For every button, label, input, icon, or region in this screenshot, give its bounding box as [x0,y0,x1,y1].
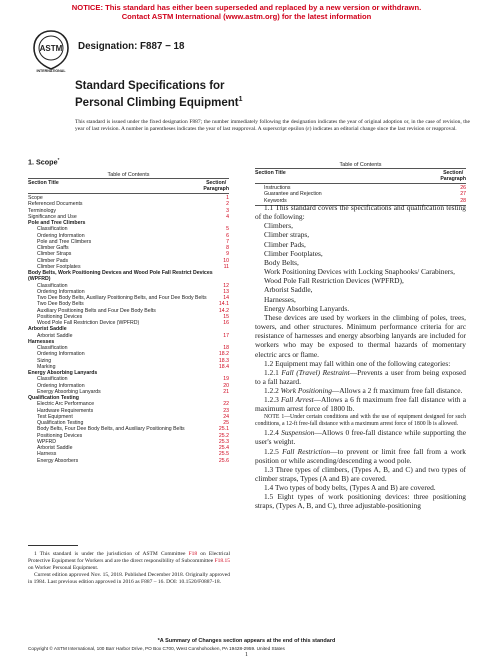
toc-entry-title: Ordering Information [37,382,85,389]
toc-entry-section-link[interactable]: 11 [223,263,229,270]
toc-entry-section-link[interactable]: 24 [223,413,229,420]
toc-entry-title: Terminology [28,207,56,214]
toc-entry-title: Significance and Use [28,213,77,220]
toc-entry-title: Scope [28,195,43,201]
toc-entry-section-link[interactable]: 25.6 [218,457,229,464]
footnote-1: 1 This standard is under the jurisdiction of ASTM Committee F18 on Electrical Protective Equipment for Workers and are the direct responsibility of Subcommittee F18.15 on Worker Personal Equipment. [28,551,230,571]
toc-header [28,178,229,194]
title-line-1: Standard Specifications for [75,80,225,92]
toc-entry-title: Sizing [37,357,52,364]
toc-entry-section-link[interactable]: 18.2 [218,351,229,358]
copyright-line: Copyright © ASTM International, 100 Barr Harbor Drive, PO Box C700, West Conshohocken, PA 19428-2959. United States [28,646,285,651]
supersession-notice [0,3,493,21]
toc-entry-title: Harnesses [28,338,55,345]
toc-entry-section-link[interactable]: 6 [226,232,229,239]
toc-entry-title: Ordering Information [37,351,85,358]
toc-entry-section-link[interactable]: 18.4 [218,363,229,370]
toc-entry-title: Qualification Testing [37,420,84,426]
toc-entry-title: Ordering Information [37,288,85,295]
subcommittee-link[interactable]: F18.15 [214,558,230,564]
notice-line-2: Contact ASTM International (www.astm.org) for the latest information [121,12,372,21]
toc-entry-title: Positioning Devices [37,313,83,320]
toc-caption: Table of Contents [107,172,150,178]
paragraph-1-2-2: 1.2.2 Work Positioning—Allows a 2 ft maximum free fall distance. [264,386,463,396]
toc-entry-title: Guarantee and Rejection [264,191,322,198]
footnotes [28,551,230,586]
toc-category [28,270,229,283]
paragraph-1-5: 1.5 Eight types of work positioning devices: three positioning straps, (Types A, B, and C), three adjustable-positioning [255,492,466,511]
paragraph-1-2-1: 1.2.1 Fall (Travel) Restraint—Prevents a user from being exposed to a fall hazard. [255,367,466,386]
table-of-contents-continued [255,162,466,206]
toc-entry-section-link[interactable]: 9 [226,251,229,258]
toc-entry-title: WPFRD [37,438,57,445]
toc-entry-title: Two Dee Body Belts, Auxiliary Positioning Belts, and Four Dee Body Belts [37,295,207,301]
standard-note: This standard is issued under the fixed designation F887; the number immediately following the designation indicates the year of original adoption or, in the case of revision, the year of last revision. A number in parentheses indicates the year of last reapproval. A superscript epsilon (ε) indicates an editorial change since the last revision or reapproval. [75,119,470,133]
toc-entry-section-link[interactable]: 8 [226,245,229,251]
toc-entry-title: Two Dee Body Belts [37,301,84,308]
equipment-list-item: Climbers, [264,221,293,231]
toc-entry-title: Energy Absorbing Lanyards [28,370,98,376]
toc-entry-section-link[interactable]: 25.4 [218,445,229,451]
toc-entry-section-link[interactable]: 21 [223,388,229,395]
note-1: NOTE 1—Under certain conditions and with the use of equipment designed for such conditions, a 12-ft free-fall distance with a maximum arrest force of 1800 lb is allowed. [255,413,466,427]
toc-entry-title: Climber Pads [37,257,69,264]
toc-entry-section-link[interactable]: 2 [226,201,229,208]
toc-entry-title: Marking [37,363,56,370]
toc-entry-section-link[interactable]: 5 [226,226,229,233]
toc-entry-section-link[interactable]: 14 [223,295,229,301]
toc-entry-section-link[interactable]: 20 [223,382,229,389]
toc-entry-title: Arborist Saddle [28,326,67,333]
footnote-2: Current edition approved Nov. 15, 2018. Published December 2018. Originally approved in 1984. Last previous edition approved in 2016 as F887 – 16. DOI: 10.1520/F0887-18. [28,572,230,585]
paragraph-1-2-3: 1.2.3 Fall Arrest—Allows a 6 ft maximum free fall distance with a maximum arrest force of 1800 lb. [255,395,466,414]
toc-entry-section-link[interactable]: 25.5 [218,451,229,458]
toc-caption-continued: Table of Contents [339,162,382,168]
paragraph-1-2-4: 1.2.4 Suspension—Allows 0 free-fall distance while supporting the user's weight. [255,428,466,447]
equipment-list-item: Climber Pads, [264,239,306,249]
paragraph-1-2-5: 1.2.5 Fall Restriction—to prevent or limit free fall from a work position or while ascending/descending a wood pole. [255,446,466,465]
svg-text:INTERNATIONAL: INTERNATIONAL [36,69,66,73]
scope-heading: 1. Scope* [28,157,60,167]
toc-entry-title: Arborist Saddle [37,332,73,339]
title-line-2: Personal Climbing Equipment$^1$ [75,96,243,109]
toc-entry-title: Body Belts, Four Dee Body Belts, and Auxiliary Positioning Belts [37,426,185,433]
toc-entry-title: Body Belts, Work Positioning Devices and Wood Pole Fall Restrict Devices (WPFRD) [28,270,213,283]
toc-entry-section-link[interactable]: 27 [460,191,466,198]
equipment-list-item: Climber Footplates, [264,248,323,258]
toc-entry-title: Positioning Devices [37,432,83,439]
equipment-list-item: Wood Pole Fall Restriction Devices (WPFRD), [264,276,404,286]
svg-text:ASTM: ASTM [39,44,63,53]
astm-logo-icon [31,29,71,73]
toc-entry-title: Pole and Tree Climbers [37,238,92,245]
toc-entry-title: Climber Straps [37,251,72,258]
notice-line-1: NOTICE: This standard has either been superseded and replaced by a new version or withdrawn. [71,3,422,12]
toc-entry-section-link[interactable]: 25 [223,420,229,426]
equipment-list-item: Body Belts, [264,257,299,267]
paragraph-1-3: 1.3 Three types of climbers, (Types A, B, and C) and two types of climber straps, Types (A and B) are covered. [255,464,466,483]
equipment-list-item: Energy Absorbing Lanyards. [264,303,350,313]
toc-entry-section-link[interactable]: 25.1 [218,426,229,433]
equipment-list-item: Work Positioning Devices with Locking Snaphooks/ Carabiners, [264,267,455,277]
toc-entry-section-link[interactable]: 13 [223,288,229,295]
toc-entry-title: Arborist Saddle [37,445,73,451]
toc-entry-title: Energy Absorbing Lanyards [37,388,101,395]
toc-header-continued: Section Title Section/ Paragraph [255,170,466,182]
toc-entry-section-link[interactable]: 17 [223,332,229,339]
toc-entry-section-link[interactable]: 28 [460,197,466,204]
designation: Designation: F887 − 18 [78,41,185,52]
toc-entry-section-link[interactable]: 10 [223,257,229,264]
scope-body [255,203,466,511]
toc-entry-title: Classification [37,376,68,383]
summary-of-changes-note: *A Summary of Changes section appears at the end of this standard [157,638,336,644]
paragraph-1-2: 1.2 Equipment may fall within one of the following categories: [264,358,451,368]
toc-entry-section-link[interactable]: 16 [223,320,229,326]
table-of-contents [28,172,229,464]
toc-entry-section-link[interactable]: 23 [223,407,229,414]
toc-entry-title: Climber Footplates [37,263,81,270]
toc-entry-title: Hardware Requirements [37,407,94,414]
toc-entry-section-link[interactable]: 14.1 [218,301,229,308]
equipment-list [255,221,466,313]
paragraph-devices: These devices are used by workers in the climbing of poles, trees, towers, and other structures. Minimum performance criteria for arc resistance of harnesses and energy absorbing lanyards are included for workers who may be exposed to thermal hazards of momentary electric arcs or flame. [255,312,466,359]
toc-entry-section-link[interactable]: 18.3 [218,357,229,364]
toc-entry-title: Pole and Tree Climbers [28,220,86,226]
toc-entry-section-link[interactable]: 4 [226,213,229,220]
toc-entry-title: Climber Gaffs [37,245,69,251]
toc-entry-title: Instructions [264,185,291,191]
toc-entry-title: Qualification Testing [28,395,79,401]
toc-entry-title: Auxiliary Positioning Belts and Four Dee Body Belts [37,307,156,314]
toc-header-title: Section Title [28,180,59,186]
toc-entry-section-link[interactable]: 18 [223,345,229,351]
toc-entry-section-link[interactable]: 19 [223,376,229,383]
toc-entry-title: Test Equipment [37,413,73,420]
toc-entry-title: Energy Absorbers [37,457,79,464]
toc-entry-title: Wood Pole Fall Restriction Device (WPFRD) [37,320,140,326]
equipment-list-item: Harnesses, [264,294,296,304]
paragraph-1-4: 1.4 Two types of body belts, (Types A and B) are covered. [264,483,436,493]
toc-entry-section-link[interactable]: 7 [226,238,229,245]
equipment-list-item: Arborist Saddle, [264,285,313,295]
toc-entry-title: Referenced Documents [28,201,83,208]
toc-entry-section-link[interactable]: 1 [226,195,229,201]
toc-entry-title: Classification [37,226,68,233]
toc-entry-section-link[interactable]: 15 [223,313,229,320]
toc-entry-title: Classification [37,282,68,289]
toc-entry-section-link[interactable]: 26 [460,185,466,191]
toc-entry-title: Harness [37,451,57,458]
title-footnote-marker: 1 [238,96,243,103]
toc-entry-title: Electric Arc Performance [37,401,95,408]
page-number: 1 [245,652,248,658]
toc-entry-section-link[interactable]: 25.2 [218,432,229,439]
toc-entry-section-link[interactable]: 25.3 [218,438,229,445]
paragraph-1-1: 1.1 This standard covers the specifications and qualification testing of the following: [255,203,466,222]
toc-entry-section-link[interactable]: 12 [223,282,229,289]
toc-entry[interactable] [28,458,229,464]
toc-entry-section-link[interactable]: 14.2 [218,307,229,314]
footnote-divider [28,545,78,546]
toc-entry-section-link[interactable]: 3 [226,207,229,214]
committee-link[interactable]: F18 [188,551,198,557]
toc-header-section: Section/ Paragraph [203,180,229,192]
toc-entry-section-link[interactable]: 22 [223,401,229,408]
document-title [75,80,242,110]
toc-entry-title: Ordering Information [37,232,85,239]
equipment-list-item: Climber straps, [264,230,310,240]
toc-entry-title: Classification [37,345,68,351]
toc-entry-title: Keywords [264,197,287,204]
